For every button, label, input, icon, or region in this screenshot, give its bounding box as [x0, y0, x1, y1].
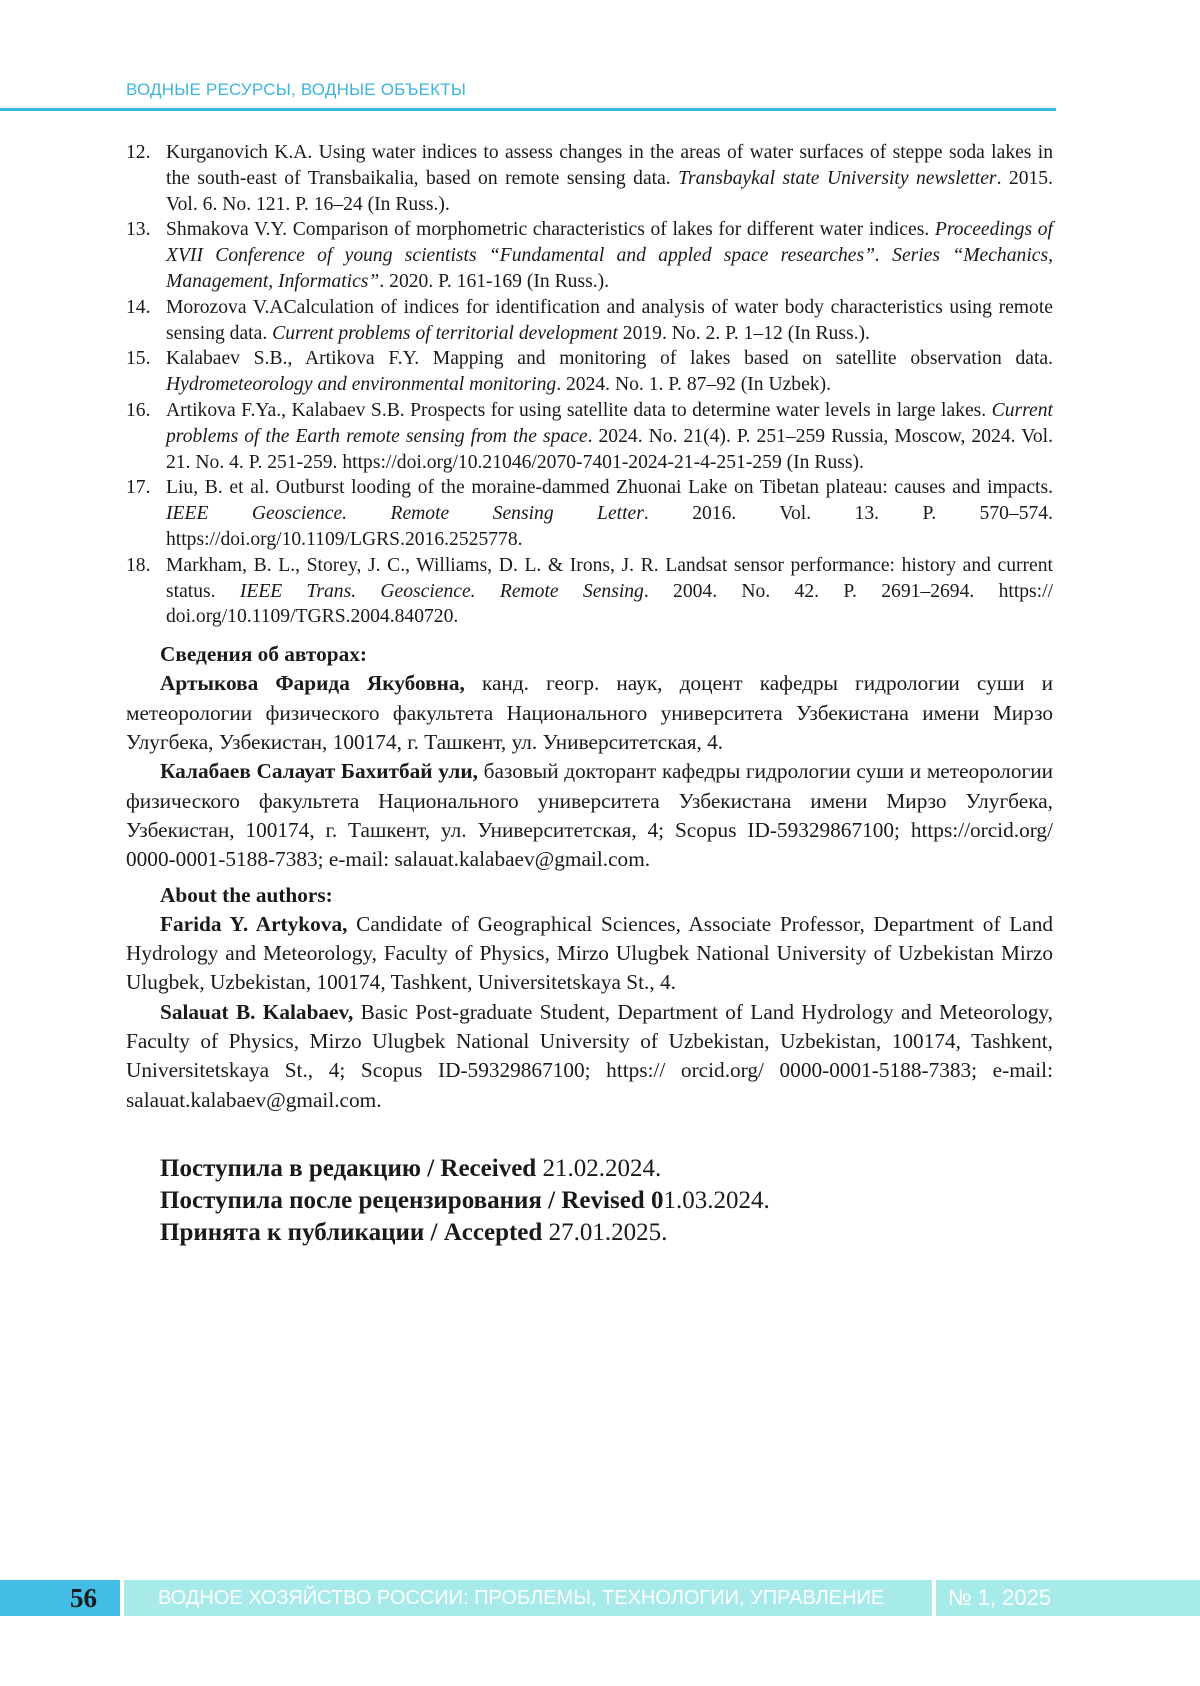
header-rule — [0, 108, 1056, 111]
reference-item — [126, 140, 1053, 217]
reference-item — [126, 346, 1053, 398]
reference-number: 17. — [126, 477, 151, 499]
author-name: Калабаев Салауат Бахитбай ули, — [160, 759, 478, 784]
page-content — [126, 140, 1053, 1249]
revised-line: Поступила после рецензирования / Revised 01.03.2024. — [160, 1186, 770, 1214]
reference-item — [126, 475, 1053, 552]
author-bio-ru: Артыкова Фарида Якубовна, канд. геогр. наук, доцент кафедры гидрологии суши и метеорологии физического факультета Национального университета Узбекистана имени Мирзо Улугбека, Узбекистан, 100174, г. Ташкент, ул. Университетская, 4. — [126, 671, 1053, 755]
footer-journal-title: ВОДНОЕ ХОЗЯЙСТВО РОССИИ: ПРОБЛЕМЫ, ТЕХНОЛОГИИ, УПРАВЛЕНИЕ — [124, 1580, 932, 1616]
author-bio-ru: Калабаев Салауат Бахитбай ули, базовый докторант кафедры гидрологии суши и метеорологии физического факультета Национального университета Узбекистана имени Мирзо Улугбека, Узбекистан, 100174, г. Ташкент, ул. Университетская, 4; Scopus ID-59329867100; https://orcid.org/ 0000-0001-5188-7383; e-mail: salauat.kalabaev@gmail.com. — [126, 759, 1053, 872]
reference-item — [126, 217, 1053, 294]
authors-heading-en: About the authors: — [160, 882, 333, 907]
reference-number: 12. — [126, 142, 151, 163]
footer-page-block — [0, 1580, 120, 1616]
reference-number: 16. — [126, 399, 151, 421]
reference-text: Markham, B. L., Storey, J. C., Williams, D. L. & Irons, J. R. Landsat sensor performance: history and current status. IEEE Trans. Geoscience. Remote Sensing. 2004. No. 42. P. 2691–2694. https:// doi.org/10.1109/TGRS.2004.840720. — [166, 554, 1054, 628]
received-line: Поступила в редакцию / Received 21.02.2024. — [160, 1154, 662, 1182]
reference-text: Kalabaev S.B., Artikova F.Y. Mapping and monitoring of lakes based on satellite observation data. Hydrometeorology and environmental monitoring. 2024. No. 1. P. 87–92 (In Uzbek). — [166, 348, 1053, 396]
publication-dates — [160, 1153, 1053, 1249]
page-footer — [0, 1580, 1200, 1616]
reference-item — [126, 295, 1053, 347]
reference-text: Shmakova V.Y. Comparison of morphometric characteristics of lakes for different water indices. Proceedings of XVII Conference of young scientists “Fundamental and appled space researches”. Series “Mechanics, Management, Informatics”. 2020. P. 161-169 (In Russ.). — [166, 219, 1053, 292]
author-bio-en: Salauat B. Kalabaev, Basic Post-graduate Student, Department of Land Hydrology and Meteorology, Faculty of Physics, Mirzo Ulugbek National University of Uzbekistan, Uzbekistan, 100174, Tashkent, Universitetskaya St., 4; Scopus ID-59329867100; https:// orcid.org/ 0000-0001-5188-7383; e-mail: salauat.kalabaev@gmail.com. — [126, 999, 1053, 1112]
author-name: Артыкова Фарида Якубовна, — [160, 671, 465, 696]
footer-issue: № 1, 2025 — [936, 1580, 1200, 1616]
reference-text: Morozova V.ACalculation of indices for identification and analysis of water body characteristics using remote sensing data. Current problems of territorial development 2019. No. 2. P. 1–12 (In Russ.). — [166, 296, 1053, 344]
reference-text: Liu, B. et al. Outburst looding of the moraine-dammed Zhuonai Lake on Tibetan plateau: causes and impacts. IEEE Geoscience. Remote Sensing Letter. 2016. Vol. 13. P. 570–574. https://doi.org/10.1109/LGRS.2016.2525778. — [166, 477, 1053, 550]
authors-section-ru — [126, 640, 1053, 1115]
reference-number: 15. — [126, 348, 151, 370]
reference-text: Kurganovich K.A. Using water indices to assess changes in the areas of water surfaces of steppe soda lakes in the south-east of Transbaikalia, based on remote sensing data. Transbaykal state University newsletter. 2015. Vol. 6. No. 121. P. 16–24 (In Russ.). — [166, 142, 1053, 215]
reference-list — [126, 140, 1053, 630]
accepted-line: Принята к публикации / Accepted 27.01.2025. — [160, 1218, 668, 1246]
reference-item — [126, 398, 1053, 475]
author-bio-en: Farida Y. Artykova, Candidate of Geographical Sciences, Associate Professor, Department of Land Hydrology and Meteorology, Faculty of Physics, Mirzo Ulugbek National University of Uzbekistan Mirzo Ulugbek, Uzbekistan, 100174, Tashkent, Universitetskaya St., 4. — [126, 911, 1054, 995]
reference-number: 13. — [126, 219, 151, 241]
author-name: Farida Y. Artykova, — [160, 911, 348, 936]
reference-item — [126, 553, 1053, 630]
authors-heading-ru: Сведения об авторах: — [160, 642, 367, 667]
reference-number: 14. — [126, 296, 151, 318]
page-number: 56 — [70, 1583, 97, 1613]
running-header: ВОДНЫЕ РЕСУРСЫ, ВОДНЫЕ ОБЪЕКТЫ — [126, 80, 467, 99]
reference-text: Artikova F.Ya., Kalabaev S.B. Prospects for using satellite data to determine water levels in large lakes. Current problems of the Earth remote sensing from the space. 2024. No. 21(4). P. 251–259 Russia, Moscow, 2024. Vol. 21. No. 4. P. 251-259. https://doi.org/10.21046/2070-7401-2024-21-4-251-259 (In Russ). — [166, 399, 1053, 473]
author-name: Salauat B. Kalabaev, — [160, 999, 354, 1024]
reference-number: 18. — [126, 554, 151, 576]
